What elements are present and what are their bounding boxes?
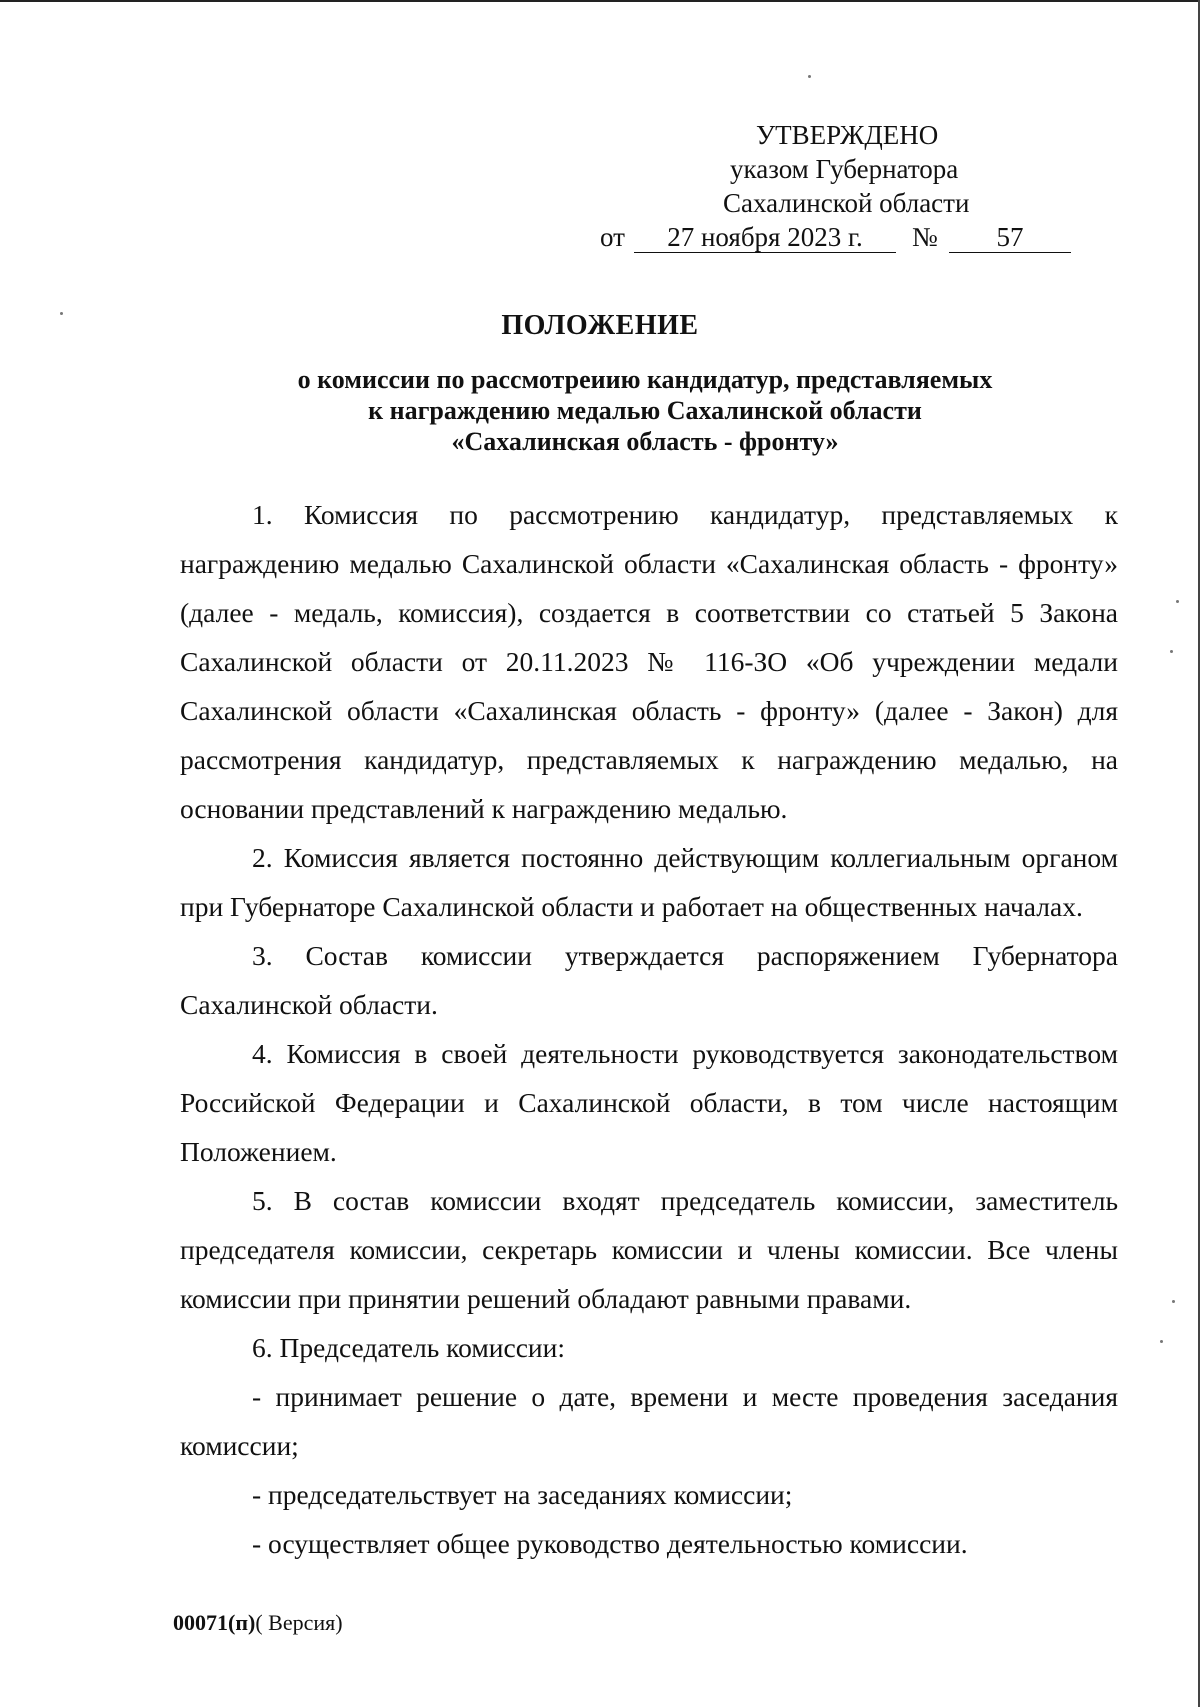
paragraph-5: 5. В состав комиссии входят председатель комиссии, заместитель председателя комиссии, секретарь комиссии и члены комиссии. Все члены комиссии при принятии решений обладают равными правами. xyxy=(180,1185,1118,1314)
subtitle-line-2: к награждению медалью Сахалинской области xyxy=(368,396,922,425)
document-code: 00071(п) xyxy=(173,1610,256,1635)
approval-block xyxy=(600,118,1070,256)
approval-authority: указом Губернатора xyxy=(730,154,959,184)
approval-date: 27 ноября 2023 г. xyxy=(634,220,896,253)
approval-heading: УТВЕРЖДЕНО xyxy=(756,120,939,150)
document-version: ( Версия) xyxy=(255,1610,343,1635)
paragraph-4: 4. Комиссия в своей деятельности руководствуется законодательством Российской Федерации и Сахалинской области, в том числе настоящим Положением. xyxy=(180,1038,1118,1167)
paragraph-2: 2. Комиссия является постоянно действующим коллегиальным органом при Губернаторе Сахалинской области и работает на общественных началах. xyxy=(180,842,1118,922)
document-footer xyxy=(173,1610,343,1636)
approval-region: Сахалинской области xyxy=(723,188,970,218)
scan-speck xyxy=(60,312,63,315)
paragraph-6: 6. Председатель комиссии: xyxy=(252,1332,565,1363)
paragraph-3: 3. Состав комиссии утверждается распоряжением Губернатора Сахалинской области. xyxy=(180,940,1118,1020)
approval-date-line xyxy=(600,220,1070,256)
page-top-edge xyxy=(0,0,1200,2)
paragraph-1: 1. Комиссия по рассмотрению кандидатур, представляемых к награждению медалью Сахалинской области «Сахалинская область - фронту» (далее - медаль, комиссия), создается в соответствии со статьей 5 Закона Сахалинской области от 20.11.2023 № 116-ЗО «Об учреждении медали Сахалинской области «Сахалинская область - фронту» (далее - Закон) для рассмотрения кандидатур, представляемых к награждению медалью, на основании представлений к награждению медалью. xyxy=(180,499,1118,824)
document-title: ПОЛОЖЕНИЕ xyxy=(501,310,699,341)
paragraph-6-item-3: - осуществляет общее руководство деятельностью комиссии. xyxy=(252,1528,968,1559)
date-prefix: от xyxy=(600,222,625,252)
paragraph-6-item-2: - председательствует на заседаниях комиссии; xyxy=(252,1479,793,1510)
paragraph-6-item-1: - принимает решение о дате, времени и месте проведения заседания комиссии; xyxy=(180,1381,1118,1461)
scan-speck xyxy=(1160,1340,1163,1343)
scan-speck xyxy=(1170,650,1173,653)
scan-speck xyxy=(1172,1300,1175,1303)
subtitle-line-1: о комиссии по рассмотреиию кандидатур, представляемых xyxy=(297,365,993,394)
scan-speck xyxy=(1176,600,1179,603)
number-prefix: № xyxy=(912,222,938,252)
document-body xyxy=(180,490,1118,1568)
approval-number: 57 xyxy=(949,220,1071,253)
document-subtitle xyxy=(120,364,1170,457)
subtitle-line-3: «Сахалинская область - фронту» xyxy=(451,427,839,456)
scan-speck xyxy=(808,75,811,78)
